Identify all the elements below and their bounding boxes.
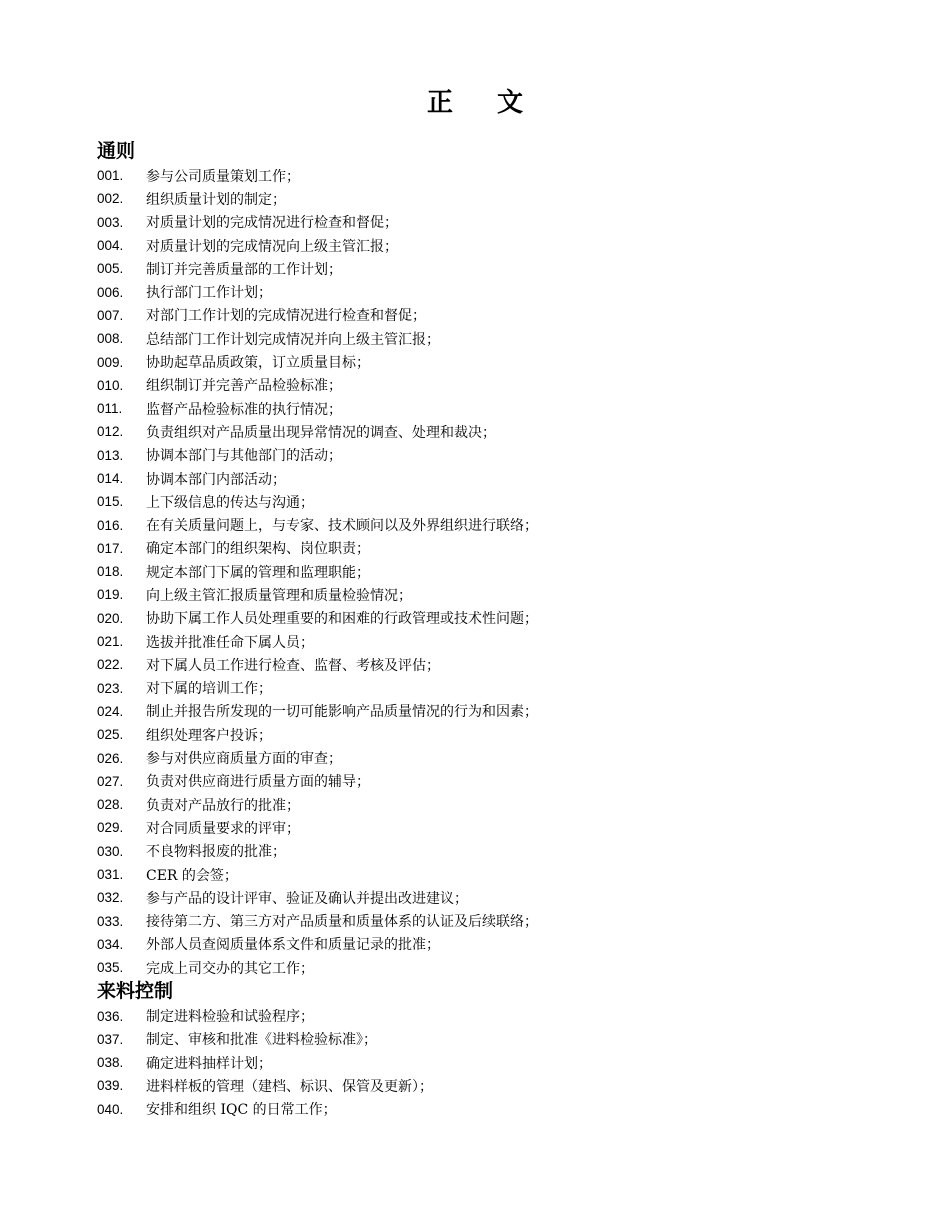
item-number: 032. bbox=[97, 890, 124, 906]
item-text: 对下属人员工作进行检查、监督、考核及评估； bbox=[146, 657, 440, 674]
item-number: 005. bbox=[97, 261, 124, 277]
item-number: 028. bbox=[97, 797, 124, 813]
list-item bbox=[97, 257, 917, 280]
item-text: 参与对供应商质量方面的审查； bbox=[146, 751, 342, 768]
list-item bbox=[97, 746, 917, 769]
list-item bbox=[97, 583, 917, 606]
page-title-char: 文 bbox=[497, 88, 524, 118]
item-number: 014. bbox=[97, 471, 124, 486]
list-item bbox=[97, 886, 917, 909]
list-item bbox=[97, 560, 917, 583]
item-text: 选拔并批准任命下属人员； bbox=[146, 634, 314, 651]
list-item bbox=[97, 793, 917, 816]
section-heading: 通则 bbox=[97, 140, 136, 162]
item-number: 030. bbox=[97, 843, 124, 859]
item-number: 021. bbox=[97, 634, 124, 650]
item-number: 038. bbox=[97, 1055, 124, 1071]
document-body bbox=[97, 139, 917, 1121]
list-item bbox=[97, 1074, 917, 1097]
item-text: 向上级主管汇报质量管理和质量检验情况； bbox=[146, 587, 412, 604]
item-text: 协助起草品质政策，订立质量目标； bbox=[146, 355, 370, 372]
item-text: 组织制订并完善产品检验标准； bbox=[146, 378, 342, 395]
item-number: 013. bbox=[97, 447, 124, 463]
section-heading: 来料控制 bbox=[97, 980, 174, 1003]
list-item bbox=[97, 467, 917, 490]
item-text: 上下级信息的传达与沟通； bbox=[146, 494, 314, 511]
item-text: 确定本部门的组织架构、岗位职责； bbox=[146, 541, 370, 558]
item-number: 022. bbox=[97, 657, 124, 673]
item-number: 006. bbox=[97, 284, 124, 300]
list-item bbox=[97, 700, 917, 723]
item-text: 组织质量计划的制定； bbox=[146, 191, 286, 208]
item-text: 完成上司交办的其它工作； bbox=[146, 960, 314, 977]
item-text: 制订并完善质量部的工作计划； bbox=[146, 261, 342, 278]
item-number: 020. bbox=[97, 610, 124, 626]
list-item bbox=[97, 397, 917, 420]
list-item bbox=[97, 304, 917, 327]
item-text: 监督产品检验标准的执行情况； bbox=[146, 401, 342, 418]
item-number: 029. bbox=[97, 820, 124, 836]
item-text: 在有关质量问题上，与专家、技术顾问以及外界组织进行联络； bbox=[146, 518, 538, 535]
item-number: 025. bbox=[97, 727, 124, 743]
list-item bbox=[97, 513, 917, 536]
item-text: 制定、审核和批准《进料检验标准》； bbox=[146, 1032, 377, 1049]
list-item bbox=[97, 910, 917, 933]
item-number: 001. bbox=[97, 168, 124, 184]
item-text: 协助下属工作人员处理重要的和困难的行政管理或技术性问题； bbox=[146, 611, 538, 628]
item-number: 033. bbox=[97, 913, 124, 929]
item-text: 负责组织对产品质量出现异常情况的调查、处理和裁决； bbox=[146, 424, 496, 441]
item-text: 负责对产品放行的批准； bbox=[146, 797, 300, 814]
item-number: 034. bbox=[97, 936, 124, 952]
list-item bbox=[97, 677, 917, 700]
item-number: 002. bbox=[97, 191, 124, 207]
list-item bbox=[97, 164, 917, 187]
list-item bbox=[97, 1051, 917, 1074]
item-number: 031. bbox=[97, 867, 124, 883]
item-number: 018. bbox=[97, 564, 124, 580]
item-number: 037. bbox=[97, 1031, 124, 1047]
item-number: 015. bbox=[97, 494, 124, 510]
item-text: 制定进料检验和试验程序； bbox=[146, 1009, 314, 1026]
list-item bbox=[97, 350, 917, 373]
list-item bbox=[97, 933, 917, 956]
list-item bbox=[97, 770, 917, 793]
list-item bbox=[97, 816, 917, 839]
item-text: 参与公司质量策划工作； bbox=[146, 168, 300, 185]
item-number: 012. bbox=[97, 424, 124, 440]
item-number: 011. bbox=[97, 401, 123, 417]
list-item bbox=[97, 1098, 917, 1121]
section bbox=[97, 139, 917, 979]
item-number: 009. bbox=[97, 354, 124, 370]
item-text: 协调本部门与其他部门的活动； bbox=[146, 448, 342, 465]
item-text: 执行部门工作计划； bbox=[146, 285, 272, 302]
list-item bbox=[97, 723, 917, 746]
item-number: 026. bbox=[97, 750, 124, 766]
item-number: 039. bbox=[97, 1078, 124, 1094]
item-number: 004. bbox=[97, 238, 124, 254]
item-text: 参与产品的设计评审、验证及确认并提出改进建议； bbox=[146, 890, 468, 907]
list-item bbox=[97, 840, 917, 863]
item-number: 019. bbox=[97, 587, 124, 603]
item-number: 007. bbox=[97, 307, 124, 323]
item-text: 不良物料报废的批准； bbox=[146, 844, 286, 861]
item-text: 进料样板的管理（建档、标识、保管及更新）； bbox=[146, 1078, 433, 1095]
item-text: 对质量计划的完成情况向上级主管汇报； bbox=[146, 238, 398, 255]
list-item bbox=[97, 537, 917, 560]
page-title bbox=[0, 86, 950, 120]
list-item bbox=[97, 374, 917, 397]
item-number: 027. bbox=[97, 773, 124, 789]
item-text: 对质量计划的完成情况进行检查和督促； bbox=[146, 215, 398, 232]
list-item bbox=[97, 653, 917, 676]
item-text: 对合同质量要求的评审； bbox=[146, 820, 300, 837]
list-item bbox=[97, 420, 917, 443]
section bbox=[97, 979, 917, 1120]
item-text: 协调本部门内部活动； bbox=[146, 471, 286, 488]
item-text: 接待第二方、第三方对产品质量和质量体系的认证及后续联络； bbox=[146, 914, 538, 931]
item-text: 总结部门工作计划完成情况并向上级主管汇报； bbox=[146, 331, 440, 348]
list-item bbox=[97, 607, 917, 630]
item-text: CER 的会签； bbox=[146, 867, 238, 884]
item-text: 确定进料抽样计划； bbox=[146, 1055, 272, 1072]
item-text: 对部门工作计划的完成情况进行检查和督促； bbox=[146, 308, 426, 325]
item-text: 负责对供应商进行质量方面的辅导； bbox=[146, 774, 370, 791]
list-item bbox=[97, 956, 917, 979]
item-text: 外部人员查阅质量体系文件和质量记录的批准； bbox=[146, 937, 440, 954]
item-text: 组织处理客户投诉； bbox=[146, 727, 272, 744]
item-number: 035. bbox=[97, 960, 124, 976]
page-title-char: 正 bbox=[426, 88, 453, 118]
item-text: 规定本部门下属的管理和监理职能； bbox=[146, 564, 370, 581]
item-number: 023. bbox=[97, 680, 124, 696]
item-number: 016. bbox=[97, 517, 124, 533]
item-number: 036. bbox=[97, 1008, 124, 1024]
item-number: 040. bbox=[97, 1101, 124, 1117]
list-item bbox=[97, 211, 917, 234]
list-item bbox=[97, 280, 917, 303]
item-number: 024. bbox=[97, 703, 124, 719]
list-item bbox=[97, 234, 917, 257]
list-item bbox=[97, 863, 917, 886]
list-item bbox=[97, 444, 917, 467]
list-item bbox=[97, 187, 917, 210]
item-text: 制止并报告所发现的一切可能影响产品质量情况的行为和因素； bbox=[146, 704, 538, 721]
item-number: 017. bbox=[97, 540, 124, 556]
item-text: 安排和组织 IQC 的日常工作； bbox=[146, 1102, 337, 1119]
list-item bbox=[97, 1028, 917, 1051]
item-number: 010. bbox=[97, 377, 124, 393]
list-item bbox=[97, 490, 917, 513]
item-text: 对下属的培训工作； bbox=[146, 681, 272, 698]
list-item bbox=[97, 327, 917, 350]
list-item bbox=[97, 630, 917, 653]
item-number: 003. bbox=[97, 214, 124, 230]
item-number: 008. bbox=[97, 331, 124, 347]
list-item bbox=[97, 1004, 917, 1027]
